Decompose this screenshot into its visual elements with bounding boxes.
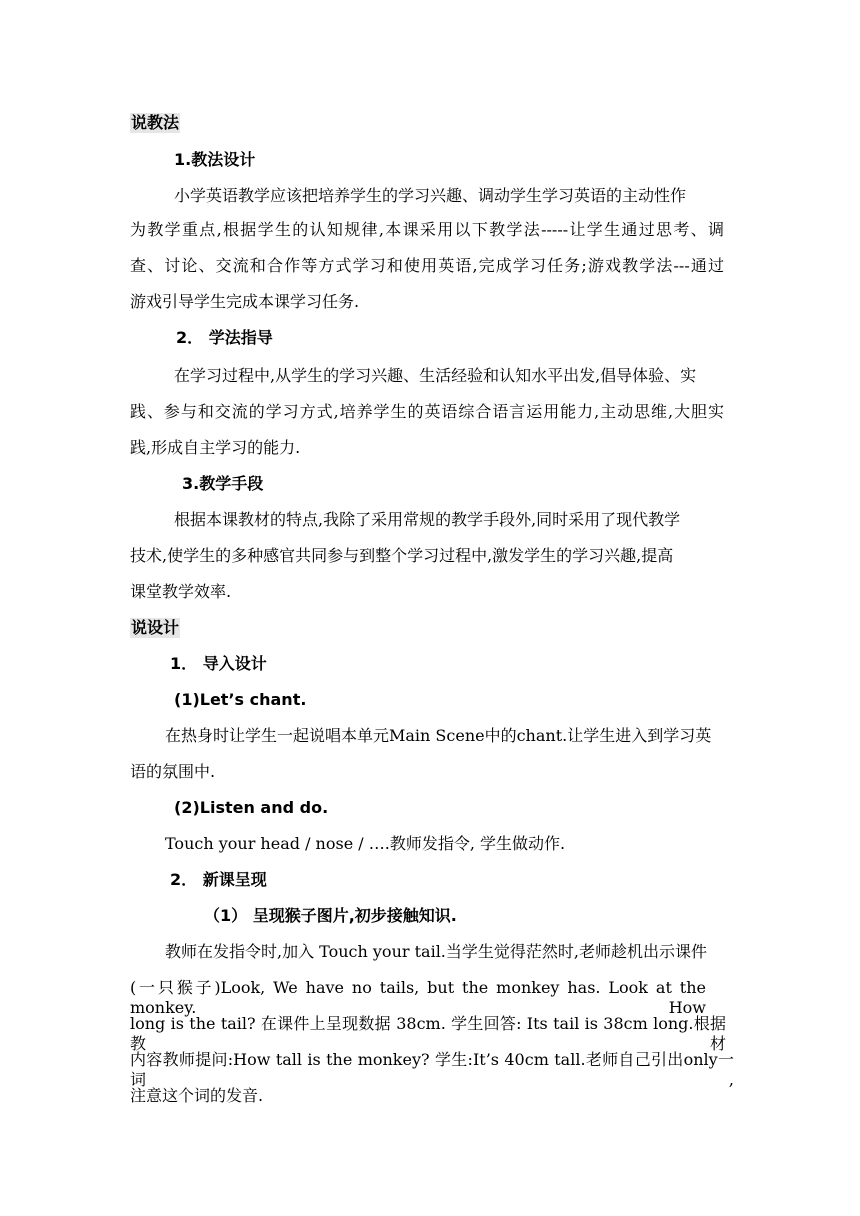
paragraph-line: long is the tail? 在课件上呈现数据 38cm. 学生回答: Its tail is 38cm long.根据教材	[130, 1014, 726, 1053]
paragraph-line: 技术,使学生的多种感官共同参与到整个学习过程中,激发学生的学习兴趣,提高	[130, 546, 674, 565]
section-title-design: 说设计	[131, 618, 180, 637]
paragraph-line: 践、参与和交流的学习方式,培养学生的英语综合语言运用能力,主动思维,大胆实	[130, 402, 724, 421]
subheading-lets-chant: (1)Let’s chant.	[174, 690, 307, 709]
section-title-method: 说教法	[131, 113, 180, 132]
paragraph-line: 课堂教学效率.	[130, 582, 232, 601]
paragraph-line: 在学习过程中,从学生的学习兴趣、生活经验和认知水平出发,倡导体验、实	[174, 366, 697, 385]
heading-teaching-means: 3.教学手段	[182, 474, 264, 493]
paragraph-line: 内容教师提问:How tall is the monkey? 学生:It’s 40cm tall.老师自己引出only一词,	[130, 1050, 734, 1089]
paragraph-line: 在热身时让学生一起说唱本单元Main Scene中的chant.让学生进入到学习英	[165, 726, 712, 745]
paragraph-line: 语的氛围中.	[130, 762, 216, 781]
paragraph-line: 教师在发指令时,加入 Touch your tail.当学生觉得茫然时,老师趁机出示课件	[165, 942, 707, 961]
subheading-listen-and-do: (2)Listen and do.	[174, 798, 329, 817]
paragraph-line: 游戏引导学生完成本课学习任务.	[130, 292, 360, 311]
subheading-monkey-picture: （1） 呈现猴子图片,初步接触知识.	[204, 906, 457, 925]
paragraph-line: (一只猴子)Look, We have no tails, but the monkey has. Look at the monkey. How	[130, 978, 706, 1017]
heading-teaching-method-design: 1.教法设计	[174, 150, 256, 169]
heading-new-lesson: 2． 新课呈现	[170, 870, 267, 889]
paragraph-line: 注意这个词的发音.	[130, 1086, 264, 1105]
paragraph-line: 小学英语教学应该把培养学生的学习兴趣、调动学生学习英语的主动性作	[174, 186, 687, 205]
paragraph-line: 根据本课教材的特点,我除了采用常规的教学手段外,同时采用了现代教学	[174, 510, 681, 529]
paragraph-line: 查、讨论、交流和合作等方式学习和使用英语,完成学习任务;游戏教学法---通过	[130, 256, 724, 275]
heading-learning-guidance: 2． 学法指导	[176, 328, 273, 347]
paragraph-line: 为教学重点,根据学生的认知规律,本课采用以下教学法-----让学生通过思考、调	[130, 220, 724, 239]
heading-intro-design: 1． 导入设计	[170, 654, 267, 673]
paragraph-line: 践,形成自主学习的能力.	[130, 438, 301, 457]
paragraph-line: Touch your head / nose / ….教师发指令, 学生做动作.	[165, 834, 566, 853]
